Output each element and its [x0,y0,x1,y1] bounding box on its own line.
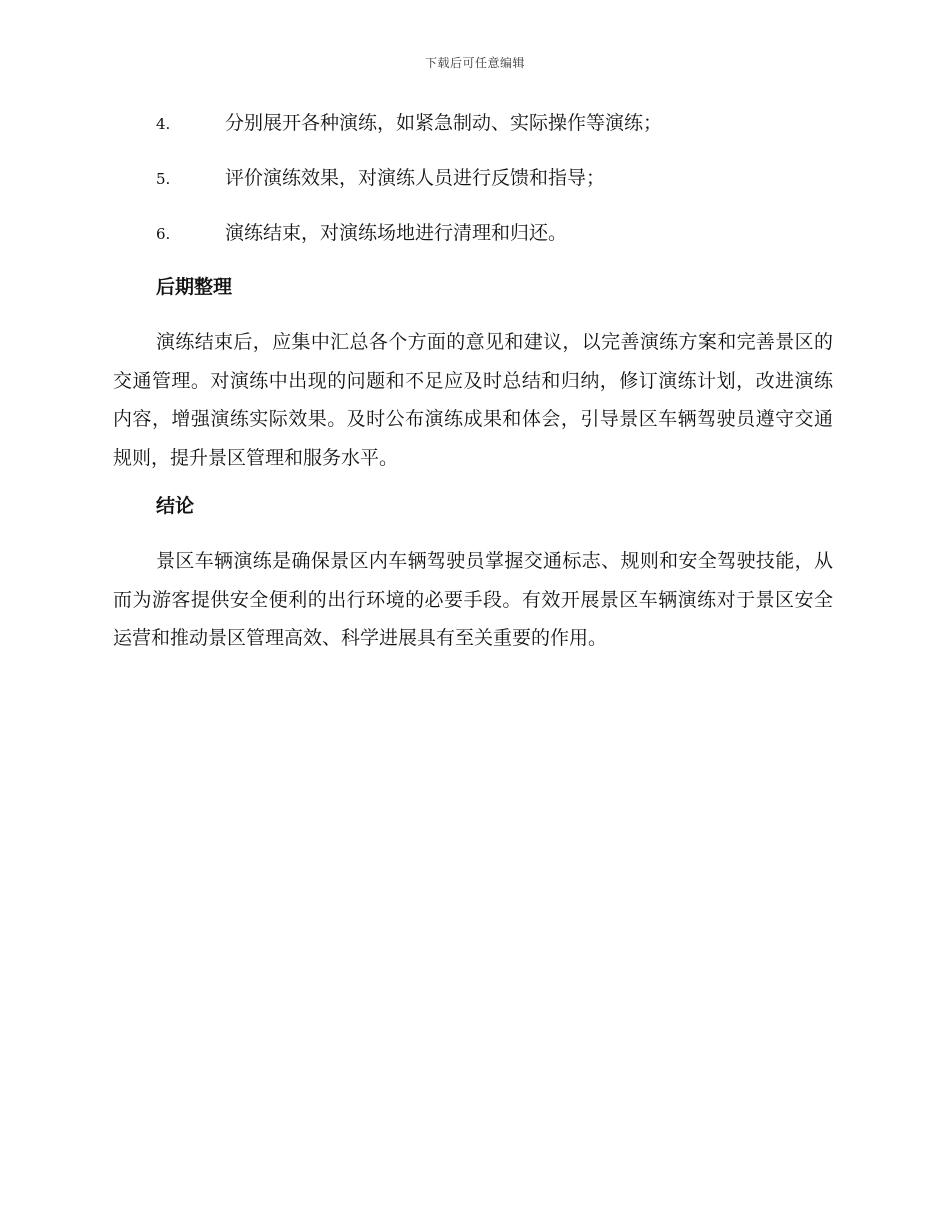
list-item-number: 4. [156,115,171,133]
list-item-text: 评价演练效果，对演练人员进行反馈和指导； [225,167,606,189]
list-item-number: 6. [156,225,171,243]
list-item [113,163,833,218]
list-item-number: 5. [156,170,171,188]
section-paragraph-conclusion: 景区车辆演练是确保景区内车辆驾驶员掌握交通标志、规则和安全驾驶技能，从而为游客提供安全便利的出行环境的必要手段。有效开展景区车辆演练对于景区安全运营和推动景区管理高效、科学进展具有至关重要的作用。 [113,550,833,649]
list-item [113,108,833,163]
list-item-text: 演练结束，对演练场地进行清理和归还。 [225,222,568,244]
header-note: 下载后可任意编辑 [424,56,525,70]
section-paragraph-post-processing: 演练结束后，应集中汇总各个方面的意见和建议，以完善演练方案和完善景区的交通管理。对演练中出现的问题和不足应及时总结和归纳，修订演练计划，改进演练内容，增强演练实际效果。及时公布演练成果和体会，引导景区车辆驾驶员遵守交通规则，提升景区管理和服务水平。 [113,331,833,469]
section-heading-conclusion: 结论 [156,495,195,517]
list-item [113,218,833,273]
section-heading-post-processing: 后期整理 [156,276,233,298]
list-item-text: 分别展开各种演练，如紧急制动、实际操作等演练； [225,112,663,134]
document-content [113,108,833,676]
